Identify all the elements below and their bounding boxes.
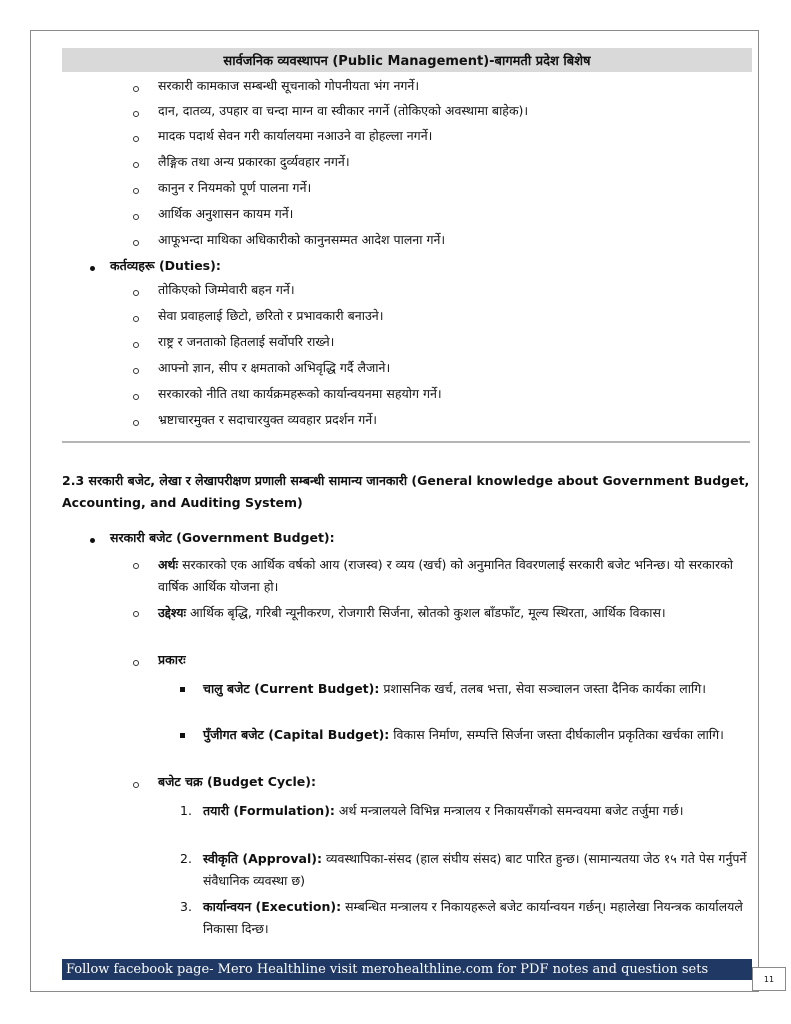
bullet-square-icon bbox=[180, 733, 185, 738]
cycle-number: 3. bbox=[180, 899, 192, 914]
list-item: लैङ्गिक तथा अन्य प्रकारका दुर्व्यवहार नगर्ने। bbox=[158, 154, 350, 169]
list-item: कानुन र नियमको पूर्ण पालना गर्ने। bbox=[158, 180, 312, 195]
objective-label: उद्देश्यः bbox=[158, 605, 186, 620]
list-item: राष्ट्र र जनताको हितलाई सर्वोपरि राख्ने। bbox=[158, 334, 335, 349]
list-item: सरकारको नीति तथा कार्यक्रमहरूको कार्यान्वयनमा सहयोग गर्ने। bbox=[158, 386, 442, 401]
duties-heading: कर्तव्यहरू (Duties): bbox=[110, 258, 221, 273]
cycle-step-text: व्यवस्थापिका-संसद (हाल संघीय संसद) बाट पारित हुन्छ। (सामान्यतया जेठ १५ गते पेस गर्नुपर्ने संवैधानिक व्यवस्था छ) bbox=[203, 851, 747, 888]
bullet-circle-icon bbox=[133, 136, 139, 142]
budget-type-current bbox=[203, 678, 750, 700]
list-item: सेवा प्रवाहलाई छिटो, छरितो र प्रभावकारी बनाउने। bbox=[158, 308, 384, 323]
bullet-circle-icon bbox=[133, 782, 139, 788]
bullet-dot-icon bbox=[90, 538, 95, 543]
bullet-dot-icon bbox=[90, 266, 95, 271]
page-number: 11 bbox=[752, 967, 786, 991]
bullet-circle-icon bbox=[133, 660, 139, 666]
header-title: सार्वजनिक व्यवस्थापन (Public Management)-बागमती प्रदेश बिशेष bbox=[62, 48, 752, 72]
cycle-step-label: स्वीकृति (Approval): bbox=[203, 851, 322, 866]
list-item: तोकिएको जिम्मेवारी बहन गर्ने। bbox=[158, 282, 295, 297]
bullet-circle-icon bbox=[133, 240, 139, 246]
cycle-number: 2. bbox=[180, 851, 192, 866]
type-text: विकास निर्माण, सम्पत्ति सिर्जना जस्ता दीर्घकालीन प्रकृतिका खर्चका लागि। bbox=[393, 727, 724, 742]
bullet-circle-icon bbox=[133, 214, 139, 220]
list-item: मादक पदार्थ सेवन गरी कार्यालयमा नआउने वा होहल्ला नगर्ने। bbox=[158, 128, 433, 143]
type-label: पुँजीगत बजेट (Capital Budget): bbox=[203, 727, 390, 742]
budget-objective bbox=[158, 602, 750, 624]
budget-meaning bbox=[158, 554, 750, 598]
list-item: दान, दातव्य, उपहार वा चन्दा माग्न वा स्वीकार नगर्ने (तोकिएको अवस्थामा बाहेक)। bbox=[158, 103, 529, 118]
cycle-step-label: कार्यान्वयन (Execution): bbox=[203, 899, 342, 914]
cycle-number: 1. bbox=[180, 803, 192, 818]
bullet-circle-icon bbox=[133, 316, 139, 322]
bullet-circle-icon bbox=[133, 290, 139, 296]
cycle-label: बजेट चक्र (Budget Cycle): bbox=[158, 774, 316, 789]
objective-text: आर्थिक बृद्धि, गरिबी न्यूनीकरण, रोजगारी सिर्जना, स्रोतको कुशल बाँडफाँट, मूल्य स्थिरता, आर्थिक विकास। bbox=[189, 605, 666, 620]
bullet-square-icon bbox=[180, 687, 185, 692]
type-label: चालु बजेट (Current Budget): bbox=[203, 681, 380, 696]
cycle-step-formulation bbox=[203, 800, 750, 822]
bullet-circle-icon bbox=[133, 188, 139, 194]
cycle-step-execution bbox=[203, 896, 750, 940]
footer-banner: Follow facebook page- Mero Healthline visit merohealthline.com for PDF notes and question sets bbox=[62, 959, 752, 980]
bullet-circle-icon bbox=[133, 342, 139, 348]
list-item: आफ्नो ज्ञान, सीप र क्षमताको अभिवृद्धि गर्दै लैजाने। bbox=[158, 360, 391, 375]
bullet-circle-icon bbox=[133, 162, 139, 168]
list-item: आफूभन्दा माथिका अधिकारीको कानुनसम्मत आदेश पालना गर्ने। bbox=[158, 232, 446, 247]
cycle-step-text: सम्बन्धित मन्त्रालय र निकायहरूले बजेट कार्यान्वयन गर्छन्। महालेखा नियन्त्रक कार्यालयले निकासा दिन्छ। bbox=[203, 899, 743, 936]
list-item: भ्रष्टाचारमुक्त र सदाचारयुक्त व्यवहार प्रदर्शन गर्ने। bbox=[158, 412, 377, 427]
cycle-step-text: अर्थ मन्त्रालयले विभिन्न मन्त्रालय र निकायसँगको समन्वयमा बजेट तर्जुमा गर्छ। bbox=[338, 803, 684, 818]
meaning-text: सरकारको एक आर्थिक वर्षको आय (राजस्व) र व्यय (खर्च) को अनुमानित विवरणलाई सरकारी बजेट भनिन्छ। यो सरकारको वार्षिक आर्थिक योजना हो। bbox=[158, 557, 733, 594]
list-item: सरकारी कामकाज सम्बन्धी सूचनाको गोपनीयता भंग नगर्ने। bbox=[158, 78, 420, 93]
meaning-label: अर्थः bbox=[158, 557, 179, 572]
bullet-circle-icon bbox=[133, 86, 139, 92]
type-text: प्रशासनिक खर्च, तलब भत्ता, सेवा सञ्चालन जस्ता दैनिक कार्यका लागि। bbox=[383, 681, 707, 696]
bullet-circle-icon bbox=[133, 563, 139, 569]
bullet-circle-icon bbox=[133, 420, 139, 426]
budget-type-capital bbox=[203, 724, 750, 746]
bullet-circle-icon bbox=[133, 394, 139, 400]
bullet-circle-icon bbox=[133, 111, 139, 117]
budget-heading: सरकारी बजेट (Government Budget): bbox=[110, 530, 335, 545]
section-title: 2.3 सरकारी बजेट, लेखा र लेखापरीक्षण प्रणाली सम्बन्धी सामान्य जानकारी (General knowledge about Government Budget, Accounting, and Auditing System) bbox=[62, 473, 750, 510]
list-item: आर्थिक अनुशासन कायम गर्ने। bbox=[158, 206, 294, 221]
bullet-circle-icon bbox=[133, 611, 139, 617]
types-label: प्रकारः bbox=[158, 652, 186, 667]
section-divider bbox=[62, 441, 750, 443]
cycle-step-approval bbox=[203, 848, 750, 892]
cycle-step-label: तयारी (Formulation): bbox=[203, 803, 335, 818]
bullet-circle-icon bbox=[133, 368, 139, 374]
